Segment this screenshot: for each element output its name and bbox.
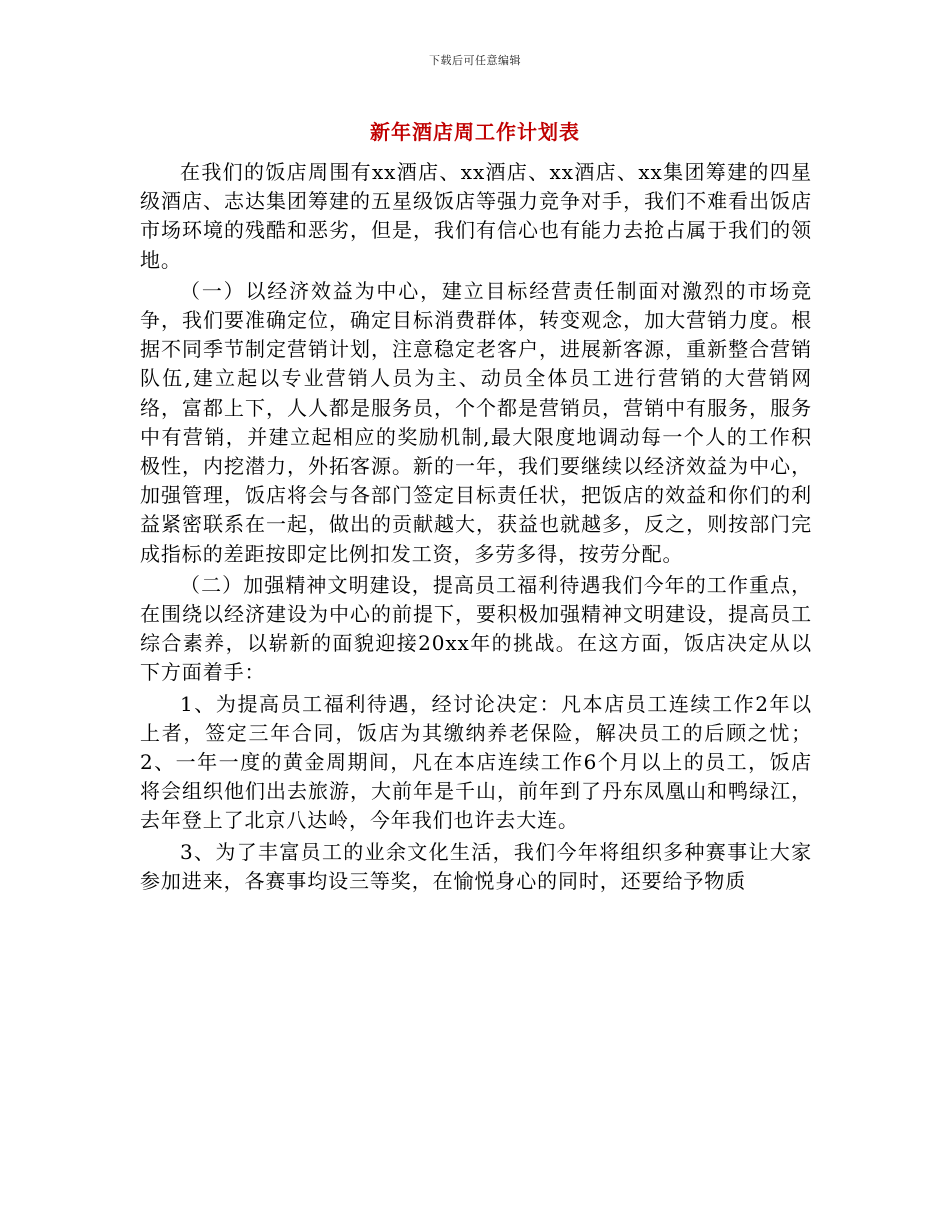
paragraph-intro: 在我们的饭店周围有xx酒店、xx酒店、xx酒店、xx集团筹建的四星级酒店、志达集团筹建的五星级饭店等强力竞争对手，我们不难看出饭店市场环境的残酷和恶劣，但是，我们有信心也有能力去抢占属于我们的领地。 bbox=[140, 160, 812, 272]
paragraph-section-one: （一）以经济效益为中心，建立目标经营责任制面对激烈的市场竞争，我们要准确定位，确定目标消费群体，转变观念，加大营销力度。根据不同季节制定营销计划，注意稳定老客户，进展新客源，重新整合营销队伍,建立起以专业营销人员为主、动员全体员工进行营销的大营销网络，富都上下，人人都是服务员，个个都是营销员，营销中有服务，服务中有营销，并建立起相应的奖励机制,最大限度地调动每一个人的工作积极性，内挖潜力，外拓客源。新的一年，我们要继续以经济效益为中心，加强管理，饭店将会与各部门签定目标责任状，把饭店的效益和你们的利益紧密联系在一起，做出的贡献越大，获益也就越多，反之，则按部门完成指标的差距按即定比例扣发工资，多劳多得，按劳分配。 bbox=[140, 278, 812, 566]
paragraph-item-welfare: 1、为提高员工福利待遇，经讨论决定：凡本店员工连续工作2年以上者，签定三年合同，饭店为其缴纳养老保险，解决员工的后顾之忧；2、一年一度的黄金周期间，凡在本店连续工作6个月以上的员工，饭店将会组织他们出去旅游，大前年是千山，前年到了丹东凤凰山和鸭绿江，去年登上了北京八达岭，今年我们也许去大连。 bbox=[140, 691, 812, 833]
document-title: 新年酒店周工作计划表 bbox=[370, 120, 580, 144]
document-body bbox=[140, 158, 812, 898]
header-note: 下载后可任意编辑 bbox=[429, 54, 521, 67]
paragraph-item-culture: 3、为了丰富员工的业余文化生活，我们今年将组织多种赛事让大家参加进来，各赛事均设三等奖，在愉悦身心的同时，还要给予物质 bbox=[140, 839, 812, 893]
paragraph-section-two: （二）加强精神文明建设，提高员工福利待遇我们今年的工作重点，在围绕以经济建设为中心的前提下，要积极加强精神文明建设，提高员工综合素养，以崭新的面貌迎接20xx年的挑战。在这方面，饭店决定从以下方面着手： bbox=[140, 572, 812, 685]
